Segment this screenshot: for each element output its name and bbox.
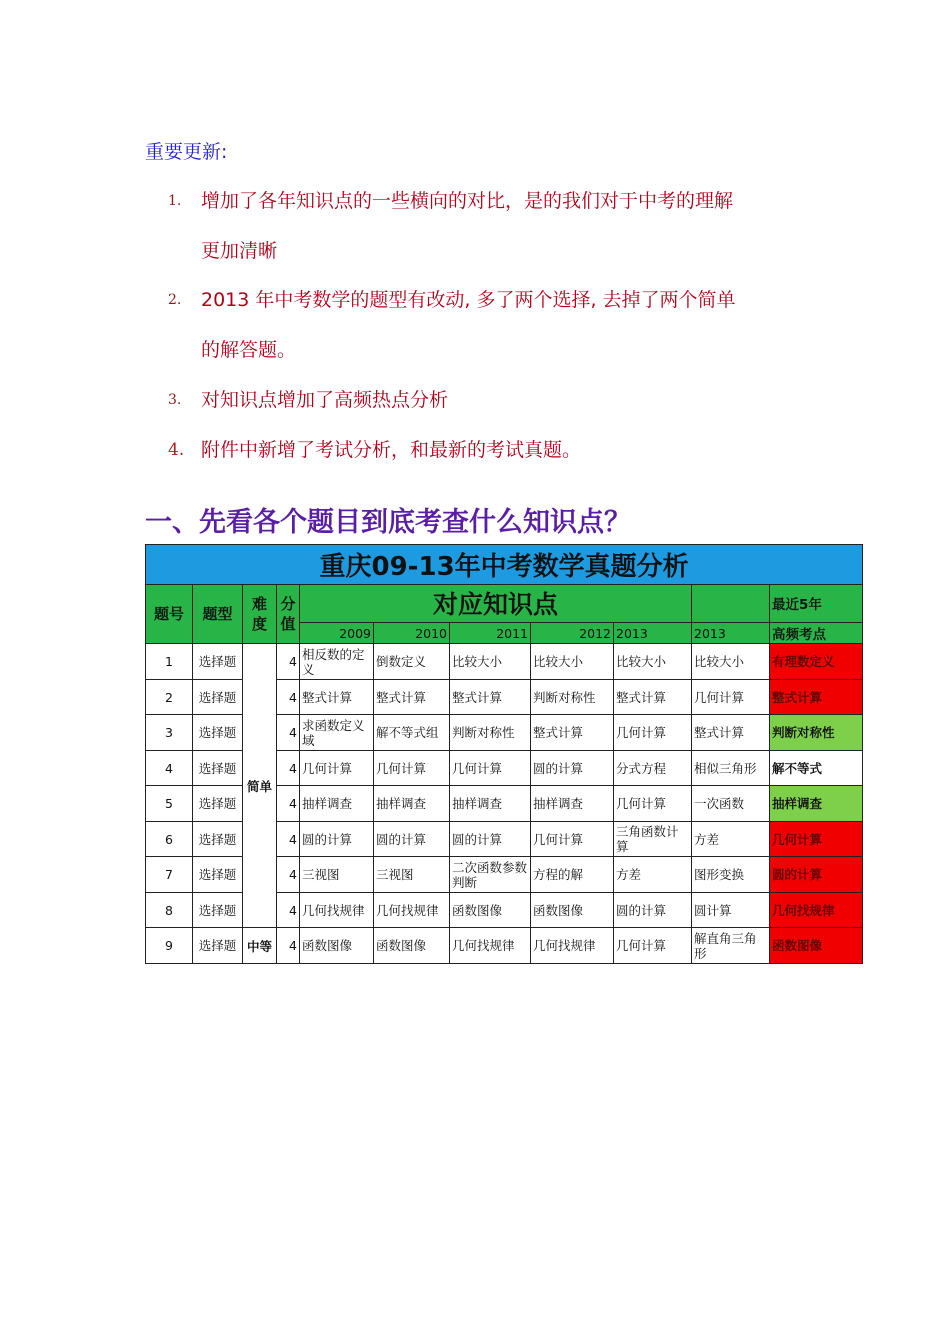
score: 4 bbox=[277, 715, 300, 751]
note-text-continued: 更加清晰 bbox=[201, 240, 278, 262]
kp-2013a: 比较大小 bbox=[614, 644, 692, 680]
question-type: 选择题 bbox=[193, 821, 243, 857]
kp-2011: 判断对称性 bbox=[450, 715, 531, 751]
kp-2009: 抽样调查 bbox=[300, 786, 374, 822]
question-number: 5 bbox=[146, 786, 193, 822]
kp-2013b: 比较大小 bbox=[692, 644, 770, 680]
notes-heading: 重要更新: bbox=[145, 141, 228, 163]
hot-topic: 判断对称性 bbox=[770, 715, 863, 751]
kp-2010: 整式计算 bbox=[374, 679, 450, 715]
note-text-continued: 的解答题。 bbox=[201, 339, 297, 361]
question-number: 7 bbox=[146, 857, 193, 893]
header-score: 分值 bbox=[277, 584, 300, 644]
question-number: 6 bbox=[146, 821, 193, 857]
header-difficulty: 难度 bbox=[243, 584, 277, 644]
kp-2012: 几何计算 bbox=[531, 821, 614, 857]
kp-2013a: 几何计算 bbox=[614, 786, 692, 822]
question-type: 选择题 bbox=[193, 892, 243, 928]
kp-2011: 函数图像 bbox=[450, 892, 531, 928]
kp-2009: 相反数的定义 bbox=[300, 644, 374, 680]
note-number: 4. bbox=[168, 440, 185, 460]
table-row bbox=[146, 928, 863, 964]
score: 4 bbox=[277, 644, 300, 680]
header-year-2010: 2010 bbox=[374, 623, 450, 644]
header-year-2013b: 2013 bbox=[692, 623, 770, 644]
kp-2013b: 几何计算 bbox=[692, 679, 770, 715]
header-year-2012: 2012 bbox=[531, 623, 614, 644]
note-text: 增加了各年知识点的一些横向的对比，是的我们对于中考的理解 bbox=[201, 190, 734, 212]
score: 4 bbox=[277, 750, 300, 786]
kp-2012: 比较大小 bbox=[531, 644, 614, 680]
kp-2011: 比较大小 bbox=[450, 644, 531, 680]
note-number: 2. bbox=[168, 292, 182, 308]
kp-2011: 二次函数参数判断 bbox=[450, 857, 531, 893]
kp-2013b: 方差 bbox=[692, 821, 770, 857]
kp-2009: 几何计算 bbox=[300, 750, 374, 786]
note-number: 1. bbox=[168, 193, 182, 209]
kp-2010: 几何找规律 bbox=[374, 892, 450, 928]
difficulty-easy: 简单 bbox=[243, 644, 277, 928]
kp-2013b: 一次函数 bbox=[692, 786, 770, 822]
kp-2012: 方程的解 bbox=[531, 857, 614, 893]
question-type: 选择题 bbox=[193, 750, 243, 786]
kp-2009: 几何找规律 bbox=[300, 892, 374, 928]
kp-2010: 圆的计算 bbox=[374, 821, 450, 857]
kp-2011: 几何找规律 bbox=[450, 928, 531, 964]
hot-topic: 整式计算 bbox=[770, 679, 863, 715]
kp-2013a: 几何计算 bbox=[614, 928, 692, 964]
question-number: 8 bbox=[146, 892, 193, 928]
header-question-type: 题型 bbox=[193, 584, 243, 644]
kp-2012: 判断对称性 bbox=[531, 679, 614, 715]
section-title: 一、先看各个题目到底考查什么知识点？ bbox=[145, 507, 631, 538]
kp-2012: 整式计算 bbox=[531, 715, 614, 751]
kp-2013b: 相似三角形 bbox=[692, 750, 770, 786]
question-number: 3 bbox=[146, 715, 193, 751]
kp-2011: 抽样调查 bbox=[450, 786, 531, 822]
difficulty-medium: 中等 bbox=[243, 928, 277, 964]
hot-topic: 解不等式 bbox=[770, 750, 863, 786]
kp-2013a: 方差 bbox=[614, 857, 692, 893]
score: 4 bbox=[277, 786, 300, 822]
kp-2013b: 整式计算 bbox=[692, 715, 770, 751]
kp-2010: 倒数定义 bbox=[374, 644, 450, 680]
kp-2012: 几何找规律 bbox=[531, 928, 614, 964]
note-number: 3. bbox=[168, 392, 182, 408]
hot-topic: 圆的计算 bbox=[770, 857, 863, 893]
kp-2012: 函数图像 bbox=[531, 892, 614, 928]
question-type: 选择题 bbox=[193, 928, 243, 964]
kp-2013a: 圆的计算 bbox=[614, 892, 692, 928]
header-year-2011: 2011 bbox=[450, 623, 531, 644]
header-year-2013a: 2013 bbox=[614, 623, 692, 644]
kp-2009: 三视图 bbox=[300, 857, 374, 893]
kp-2010: 三视图 bbox=[374, 857, 450, 893]
kp-2009: 圆的计算 bbox=[300, 821, 374, 857]
kp-2013a: 三角函数计算 bbox=[614, 821, 692, 857]
kp-2012: 圆的计算 bbox=[531, 750, 614, 786]
table-row bbox=[146, 644, 863, 680]
hot-topic: 几何计算 bbox=[770, 821, 863, 857]
question-number: 9 bbox=[146, 928, 193, 964]
kp-2011: 整式计算 bbox=[450, 679, 531, 715]
question-type: 选择题 bbox=[193, 786, 243, 822]
kp-2010: 函数图像 bbox=[374, 928, 450, 964]
header-question-number: 题号 bbox=[146, 584, 193, 644]
kp-2010: 解不等式组 bbox=[374, 715, 450, 751]
kp-2013b: 图形变换 bbox=[692, 857, 770, 893]
kp-2012: 抽样调查 bbox=[531, 786, 614, 822]
score: 4 bbox=[277, 928, 300, 964]
note-text: 2013 年中考数学的题型有改动, 多了两个选择, 去掉了两个简单 bbox=[201, 289, 736, 311]
hot-topic: 函数图像 bbox=[770, 928, 863, 964]
header-year-2009: 2009 bbox=[300, 623, 374, 644]
question-number: 1 bbox=[146, 644, 193, 680]
hot-topic: 抽样调查 bbox=[770, 786, 863, 822]
score: 4 bbox=[277, 857, 300, 893]
question-type: 选择题 bbox=[193, 715, 243, 751]
score: 4 bbox=[277, 821, 300, 857]
kp-2013a: 分式方程 bbox=[614, 750, 692, 786]
question-type: 选择题 bbox=[193, 679, 243, 715]
question-type: 选择题 bbox=[193, 857, 243, 893]
kp-2009: 函数图像 bbox=[300, 928, 374, 964]
header-recent-top: 最近5年 bbox=[770, 584, 863, 623]
note-text: 对知识点增加了高频热点分析 bbox=[201, 389, 449, 411]
header-blank bbox=[692, 584, 770, 623]
kp-2013b: 圆计算 bbox=[692, 892, 770, 928]
note-text: 附件中新增了考试分析，和最新的考试真题。 bbox=[201, 439, 582, 461]
table-title: 重庆09-13年中考数学真题分析 bbox=[146, 545, 863, 585]
exam-analysis-table bbox=[145, 544, 863, 964]
header-knowledge-points: 对应知识点 bbox=[300, 584, 692, 623]
hot-topic: 几何找规律 bbox=[770, 892, 863, 928]
question-type: 选择题 bbox=[193, 644, 243, 680]
kp-2009: 求函数定义域 bbox=[300, 715, 374, 751]
kp-2010: 抽样调查 bbox=[374, 786, 450, 822]
kp-2011: 几何计算 bbox=[450, 750, 531, 786]
hot-topic: 有理数定义 bbox=[770, 644, 863, 680]
kp-2013a: 几何计算 bbox=[614, 715, 692, 751]
kp-2013b: 解直角三角形 bbox=[692, 928, 770, 964]
header-recent-bottom: 高频考点 bbox=[770, 623, 863, 644]
kp-2009: 整式计算 bbox=[300, 679, 374, 715]
score: 4 bbox=[277, 892, 300, 928]
kp-2011: 圆的计算 bbox=[450, 821, 531, 857]
kp-2010: 几何计算 bbox=[374, 750, 450, 786]
question-number: 4 bbox=[146, 750, 193, 786]
score: 4 bbox=[277, 679, 300, 715]
kp-2013a: 整式计算 bbox=[614, 679, 692, 715]
question-number: 2 bbox=[146, 679, 193, 715]
